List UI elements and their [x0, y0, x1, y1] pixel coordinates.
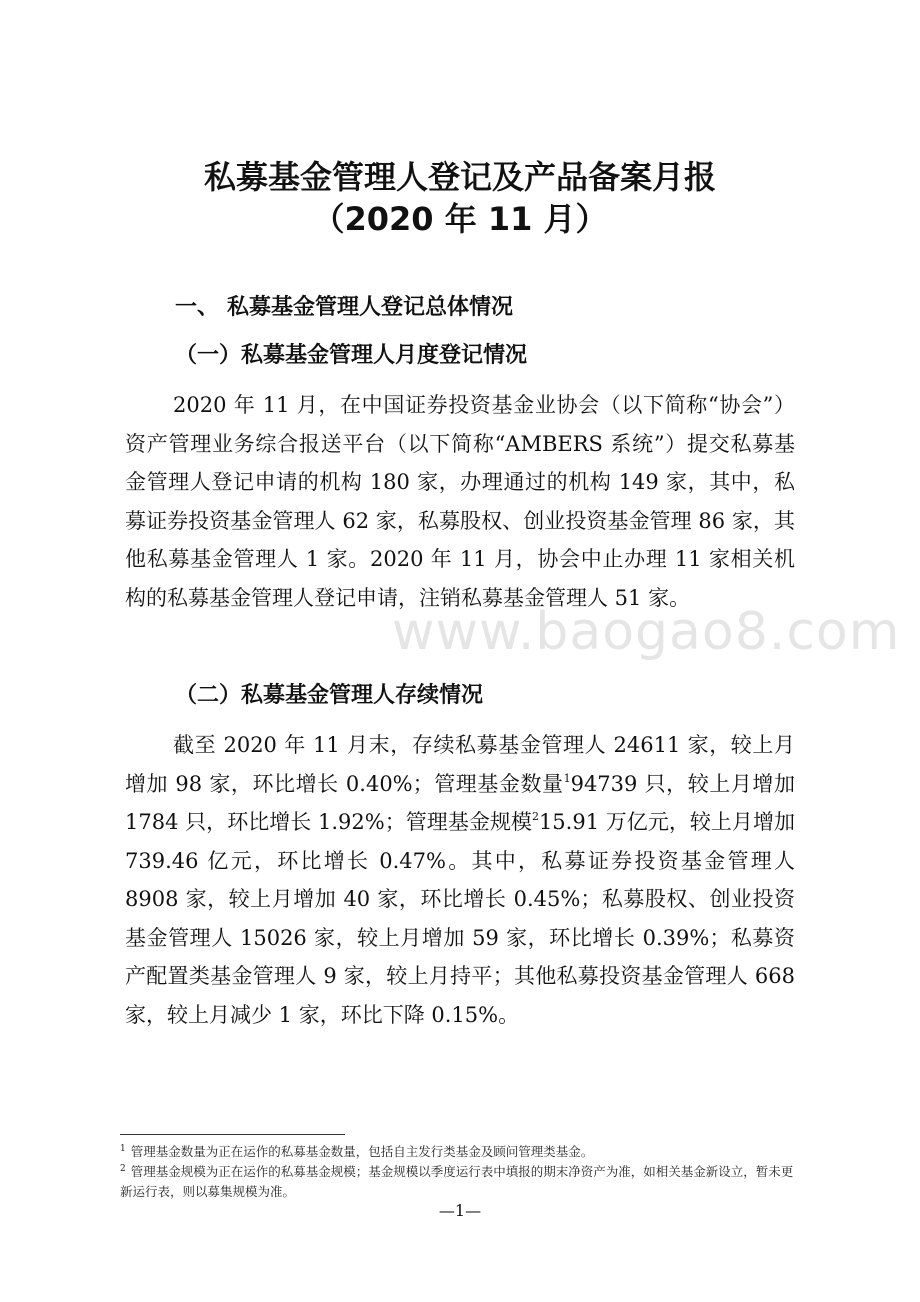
page-number: —1—	[438, 1201, 482, 1220]
paragraph-text: 15.91 万亿元，较上月增加 739.46 亿元，环比增长 0.47%。其中，私募证券投资基金管理人 8908 家，较上月增加 40 家，环比增长 0.45%；私募股权、创业投资基金管理人 15026 家，较上月增加 59 家，环比增长 0.39%；私募资产配置类基金管理人 9 家，较上月持平；其他私募投资基金管理人 668 家，较上月减少 1 家，环比下降 0.15%。	[125, 810, 795, 1027]
footnote-ref[interactable]: 1	[563, 771, 571, 785]
footnote-ref[interactable]: 2	[531, 810, 539, 823]
registration-paragraph: 2020 年 11 月，在中国证券投资基金业协会（以下简称“协会”）资产管理业务综合报送平台（以下简称“AMBERS 系统”）提交私募基金管理人登记申请的机构 180 家，办理通过的机构 149 家，其中，私募证券投资基金管理人 62 家，私募股权、创业投资基金管理 86 家，其他私募基金管理人 1 家。2020 年 11 月，协会中止办理 11 家相关机构的私募基金管理人登记申请，注销私募基金管理人 51 家。	[125, 393, 795, 610]
footnote	[120, 1162, 796, 1202]
footnote	[120, 1142, 796, 1162]
paragraph-text: 94739 只，较上月增加 1784 只，环比增长 1.92%；管理基金规模	[125, 771, 795, 834]
report-period: （2020 年 11 月）	[312, 200, 608, 238]
existing-managers-paragraph	[125, 726, 795, 1034]
report-title: 私募基金管理人登记及产品备案月报	[203, 158, 716, 196]
section-heading	[175, 292, 513, 324]
section-heading-text: 私募基金管理人登记总体情况	[227, 295, 514, 320]
section-number: 一、	[175, 295, 220, 320]
paragraph-text: 截至 2020 年 11 月末，存续私募基金管理人 24611 家，较上月增加 98 家，环比增长 0.40%；管理基金数量	[125, 733, 795, 796]
footnote-text: 管理基金规模为正在运作的私募基金规模；基金规模以季度运行表中填报的期末净资产为准，如相关基金新设立，暂未更新运行表，则以募集规模为准。	[120, 1164, 794, 1199]
footnote-marker: 1	[120, 1144, 126, 1154]
subsection-heading-existing: （二）私募基金管理人存续情况	[175, 683, 484, 708]
footnote-text: 管理基金数量为正在运作的私募基金数量，包括自主发行类基金及顾问管理类基金。	[130, 1144, 594, 1159]
footnote-divider	[120, 1134, 345, 1135]
footnote-marker: 2	[120, 1164, 126, 1174]
watermark: www.baogao8.com	[392, 602, 901, 662]
subsection-heading-registration: （一）私募基金管理人月度登记情况	[175, 343, 528, 368]
